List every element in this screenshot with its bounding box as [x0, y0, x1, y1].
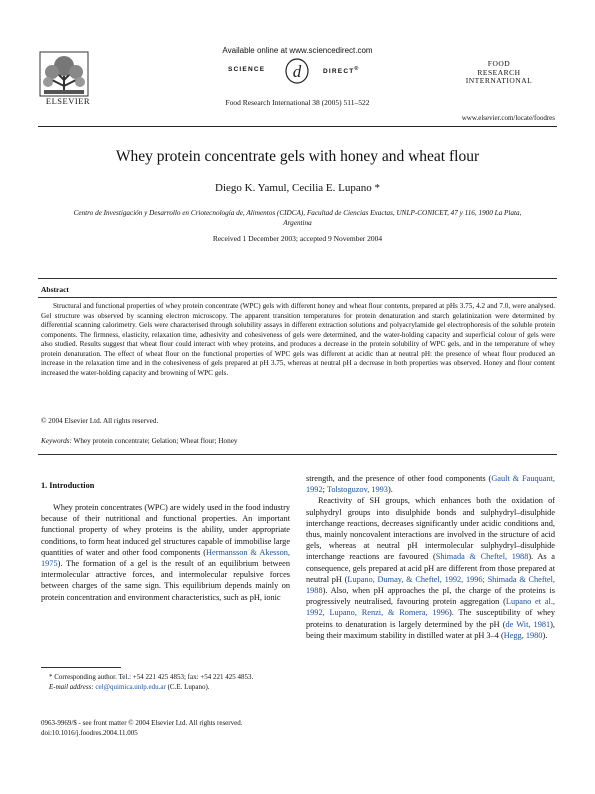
journal-url-link[interactable]: www.elsevier.com/locate/foodres [461, 114, 555, 122]
citation-link[interactable]: Shimada & Cheftel, 1988 [435, 552, 529, 562]
article-title: Whey protein concentrate gels with honey and wheat flour [115, 148, 480, 165]
journal-logo-line: RESEARCH [477, 67, 521, 77]
received-dates: Received 1 December 2003; accepted 9 November 2004 [212, 234, 383, 243]
sd-direct: DIRECT [323, 68, 355, 76]
svg-text:d: d [292, 62, 302, 81]
body-column-left [41, 502, 290, 603]
citation-link[interactable]: Lupano et al., 1992, Lupano, Renzi, & Romera, 1996 [306, 597, 555, 618]
publisher-name: ELSEVIER [45, 96, 91, 106]
sciencedirect-science-text: SCIENCE [228, 66, 266, 73]
paragraph [41, 502, 290, 603]
header-divider [38, 126, 557, 127]
citation-link[interactable]: de Wit, 1981 [505, 619, 551, 629]
section-heading-introduction: 1. Introduction [41, 481, 95, 490]
article-authors: Diego K. Yamul, Cecilia E. Lupano * [215, 182, 380, 194]
text-run: ). [387, 485, 393, 495]
footnote-email [41, 683, 290, 693]
issn-line: 0963-9969/$ - see front matter © 2004 Elsevier Ltd. All rights reserved. [41, 719, 243, 727]
author-affiliation: Centro de Investigación y Desarrollo en Criotecnología de, Alimentos (CIDCA), Facultad de Ciencias Exactas, UNLP-CONICET, 47 y 116, 1900 La Plata, Argentina [73, 209, 522, 227]
text-run: Reactivity of SH groups, which enhances both the oxidation of sulphydryl groups into disulphide bonds and sulphydryl–disulphide interchange reactions, decreases significantly under acidic conditions and, thus, mainly noncovalent interactions are involved in the structure of acid gels, whereas at neutral pH intermolecular sulphydryl–disulphide interchange reactions are favoured ( [306, 496, 555, 562]
issn-block [41, 718, 242, 738]
journal-logo-line: INTERNATIONAL [465, 76, 533, 85]
keywords-label: Keywords: [41, 437, 72, 445]
paragraph [306, 473, 555, 495]
journal-reference: Food Research International 38 (2005) 511–522 [225, 98, 370, 107]
sd-registered: ® [354, 66, 360, 72]
footnote [41, 673, 290, 692]
abstract-copyright: © 2004 Elsevier Ltd. All rights reserved. [41, 417, 159, 425]
sciencedirect-direct-text [323, 66, 360, 75]
text-run: ). The formation of a gel is the result of an equilibrium between intermolecular attractive forces, and intermolecular repulsive forces between charges of the same sign. This equilibrium depends mainly on protein concentration and environment characteristics, such as pH, ionic [41, 559, 290, 602]
citation-link[interactable]: Hermansson & Akesson, 1975 [41, 547, 290, 569]
text-run: ; [322, 485, 327, 495]
email-label: E-mail address: [49, 682, 94, 691]
text-run: ), being their maximum stability in distilled water at pH 3–4 ( [306, 619, 555, 640]
abstract-heading: Abstract [41, 285, 69, 294]
body-column-right [306, 473, 555, 641]
footnote-corresponding: * Corresponding author. Tel.: +54 221 425 4853; fax: +54 221 425 4853. [49, 673, 254, 681]
text-run: ). Also, when pH approaches the pI, the charge of the proteins is progressively neutralised, favouring protein aggregation ( [306, 586, 555, 607]
abstract-mid-rule [38, 297, 557, 298]
abstract-text: Structural and functional properties of whey protein concentrate (WPC) gels with different honey and wheat flour contents, prepared at pHs 3.75, 4.2 and 7.0, were analysed. Gel structure was observed by scanning electron microscopy. The apparent transition temperatures for protein denaturation and starch gelatinization were determined by differential scanning calorimetry. Gels were characterised through solubility assays in different extraction solutions and polyacrylamide gel electrophoresis of the soluble protein components. The firmness, elasticity, relaxation time, adhesivity and cohesiveness of gels were determined, and the water-holding capacity and superficial colour of gels were also studied. Results suggest that wheat flour could interact with whey proteins, and produces a decrease in the protein solubility of WPC gels, and in the temperature of whey protein denaturation. The effect of wheat flour on the functional properties of WPC gels was different at acidic than at neutral pH: the presence of wheat flour produced an increase in the relaxation time and in the cohesiveness of gels prepared at pH 3.75, whereas at neutral pH a decrease in both properties was observed. Honey and flour content increased the water-holding capacity and browning of WPC gels. [41, 302, 555, 377]
citation-link[interactable]: Gault & Fauquant, 1992 [306, 474, 555, 495]
email-link[interactable]: cel@quimica.unlp.edu.ar [95, 682, 166, 691]
email-tail: (C.E. Lupano). [165, 682, 210, 691]
keywords [41, 437, 237, 445]
citation-link[interactable]: Lupano, Dumay, & Cheftel, 1992, 1996; Shimada & Cheftel, 1988 [306, 574, 555, 596]
text-run: strength, and the presence of other food components ( [306, 474, 492, 483]
citation-link[interactable]: Hegg, 1980 [503, 630, 543, 640]
abstract-top-rule [38, 278, 557, 279]
journal-logo-line: FOOD [487, 59, 511, 68]
paragraph [306, 495, 555, 641]
keywords-list: Whey protein concentrate; Gelation; Wheat flour; Honey [71, 437, 238, 445]
text-run: ). The susceptibility of whey proteins to denaturation is largely determined by the pH ( [306, 608, 555, 629]
abstract-bottom-rule [38, 454, 557, 455]
available-online-text: Available online at www.sciencedirect.com [222, 46, 373, 55]
footnote-rule [41, 667, 121, 668]
text-run: Whey protein concentrates (WPC) are widely used in the food industry because of their nutritional and functional properties. An important functional property of whey proteins is the ability, under appropriate conditions, to form heat induced gel structures capable of immobilise large quantities of water and other food components ( [41, 503, 290, 557]
citation-link[interactable]: Tolstoguzov, 1993 [326, 485, 388, 495]
journal-logo [454, 60, 544, 86]
text-run: ). As a consequence, gels prepared at acid pH are different from those prepared at neutral pH ( [306, 552, 555, 584]
text-run: ). [542, 630, 548, 640]
doi-line: doi:10.1016/j.foodres.2004.11.005 [41, 729, 138, 737]
